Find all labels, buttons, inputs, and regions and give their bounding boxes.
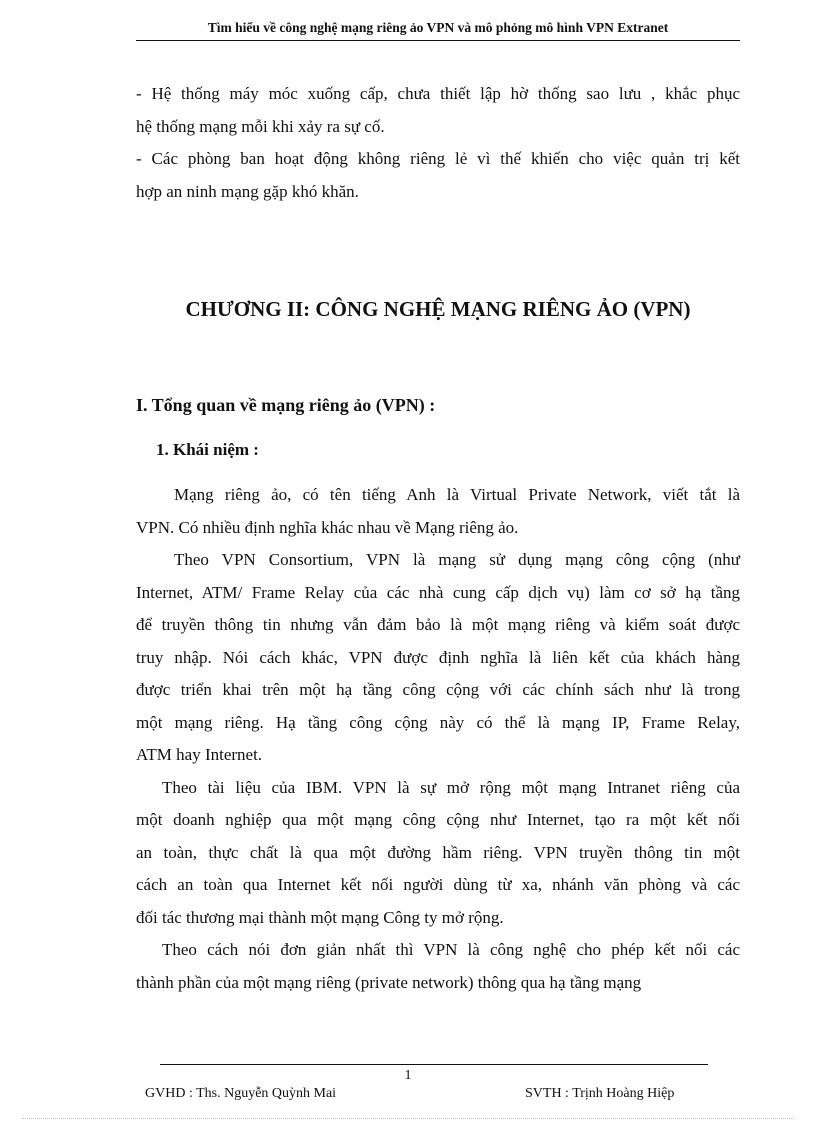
body-line: - Các phòng ban hoạt động không riêng lẻ vì thế khiến cho việc quản trị kết	[136, 149, 740, 168]
body-line: hợp an ninh mạng gặp khó khăn.	[136, 181, 359, 201]
body-line: Theo cách nói đơn giản nhất thì VPN là công nghệ cho phép kết nối các	[162, 940, 740, 959]
body-line: Theo tài liệu của IBM. VPN là sự mở rộng một mạng Intranet riêng của	[162, 777, 740, 797]
body-line: được triển khai trên một hạ tầng công cộng với các chính sách như là trong	[136, 680, 740, 699]
body-line: để truyền thông tin nhưng vẫn đảm bảo là một mạng riêng và kiểm soát được	[136, 615, 740, 634]
body-line: Mạng riêng ảo, có tên tiếng Anh là Virtual Private Network, viết tắt là	[174, 485, 740, 504]
page-bottom-border	[22, 1118, 794, 1119]
body-line: đối tác thương mại thành một mạng Công ty mở rộng.	[136, 907, 504, 927]
body-text-block	[136, 479, 740, 999]
body-line: VPN. Có nhiều định nghĩa khác nhau về Mạng riêng ảo.	[136, 517, 519, 537]
intro-block	[136, 78, 740, 208]
body-line: an toàn, thực chất là qua một đường hầm riêng. VPN truyền thông tin một	[136, 842, 740, 862]
page-number: 1	[404, 1068, 412, 1083]
body-line: - Hệ thống máy móc xuống cấp, chưa thiết lập hờ thống sao lưu , khắc phục	[136, 84, 740, 103]
body-line: cách an toàn qua Internet kết nối người dùng từ xa, nhánh văn phòng và các	[136, 875, 740, 894]
subsection-heading: 1. Khái niệm :	[156, 440, 259, 459]
running-header: Tìm hiểu về công nghệ mạng riêng ảo VPN và mô phỏng mô hình VPN Extranet	[136, 20, 740, 41]
body-line: ATM hay Internet.	[136, 745, 263, 764]
body-line: một mạng riêng. Hạ tầng công cộng này có thể là mạng IP, Frame Relay,	[136, 712, 740, 732]
body-line: thành phần của một mạng riêng (private network) thông qua hạ tầng mạng	[136, 972, 642, 992]
body-line: Theo VPN Consortium, VPN là mạng sử dụng mạng công cộng (như	[174, 550, 740, 569]
footer-divider	[160, 1064, 708, 1065]
body-line: một doanh nghiệp qua một mạng công cộng như Internet, tạo ra một kết nối	[136, 810, 740, 829]
section-heading: I. Tổng quan về mạng riêng ảo (VPN) :	[136, 395, 436, 415]
footer-instructor: GVHD : Ths. Nguyễn Quỳnh Mai	[145, 1086, 337, 1101]
body-line: Internet, ATM/ Frame Relay của các nhà cung cấp dịch vụ) làm cơ sở hạ tầng	[136, 582, 740, 602]
body-line: truy nhập. Nói cách khác, VPN được định nghĩa là liên kết của khách hàng	[136, 647, 740, 667]
footer-student: SVTH : Trịnh Hoàng Hiệp	[525, 1086, 675, 1101]
body-line: hệ thống mạng mỗi khi xảy ra sự cố.	[136, 116, 385, 136]
chapter-title: CHƯƠNG II: CÔNG NGHỆ MẠNG RIÊNG ẢO (VPN)	[185, 297, 691, 321]
